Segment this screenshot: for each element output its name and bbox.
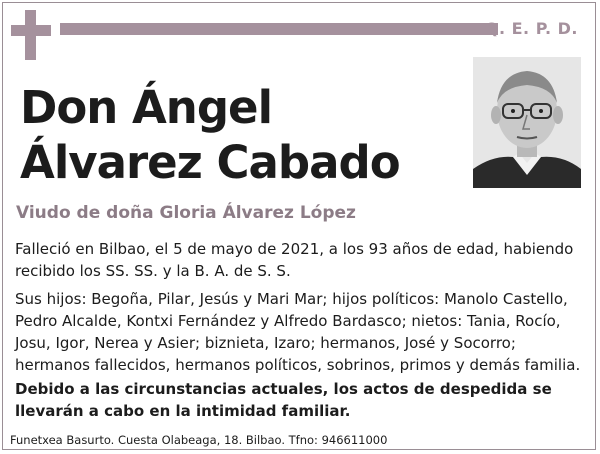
header-bar [60, 23, 498, 35]
deceased-name [20, 80, 400, 190]
qepd-label: Q. E. P. D. [484, 19, 578, 38]
portrait-image [473, 57, 581, 188]
widow-subtitle: Viudo de doña Gloria Álvarez López [16, 203, 356, 223]
cross-icon [11, 10, 51, 60]
name-line-2: Álvarez Cabado [20, 136, 400, 189]
funeral-home-footer: Funetxea Basurto. Cuesta Olabeaga, 18. Bilbao. Tfno: 946611000 [10, 433, 388, 447]
portrait-photo [473, 57, 581, 188]
family-list: Sus hijos: Begoña, Pilar, Jesús y Mari Mar; hijos políticos: Manolo Castello, Pedro Alcalde, Kontxi Fernández y Alfredo Bardasco; nietos: Tania, Rocío, Josu, Igor, Nerea y Asier; biznieta, Izaro; hermanos, José y Socorro; hermanos fallecidos, hermanos políticos, sobrinos, primos y demás familia. [15, 290, 581, 374]
name-line-1: Don Ángel [20, 81, 272, 134]
death-notice: Falleció en Bilbao, el 5 de mayo de 2021, a los 93 años de edad, habiendo recibido los SS. SS. y la B. A. de S. S. [15, 240, 574, 280]
farewell-notice: Debido a las circunstancias actuales, los actos de despedida se llevarán a cabo en la intimidad familiar. [15, 380, 552, 420]
